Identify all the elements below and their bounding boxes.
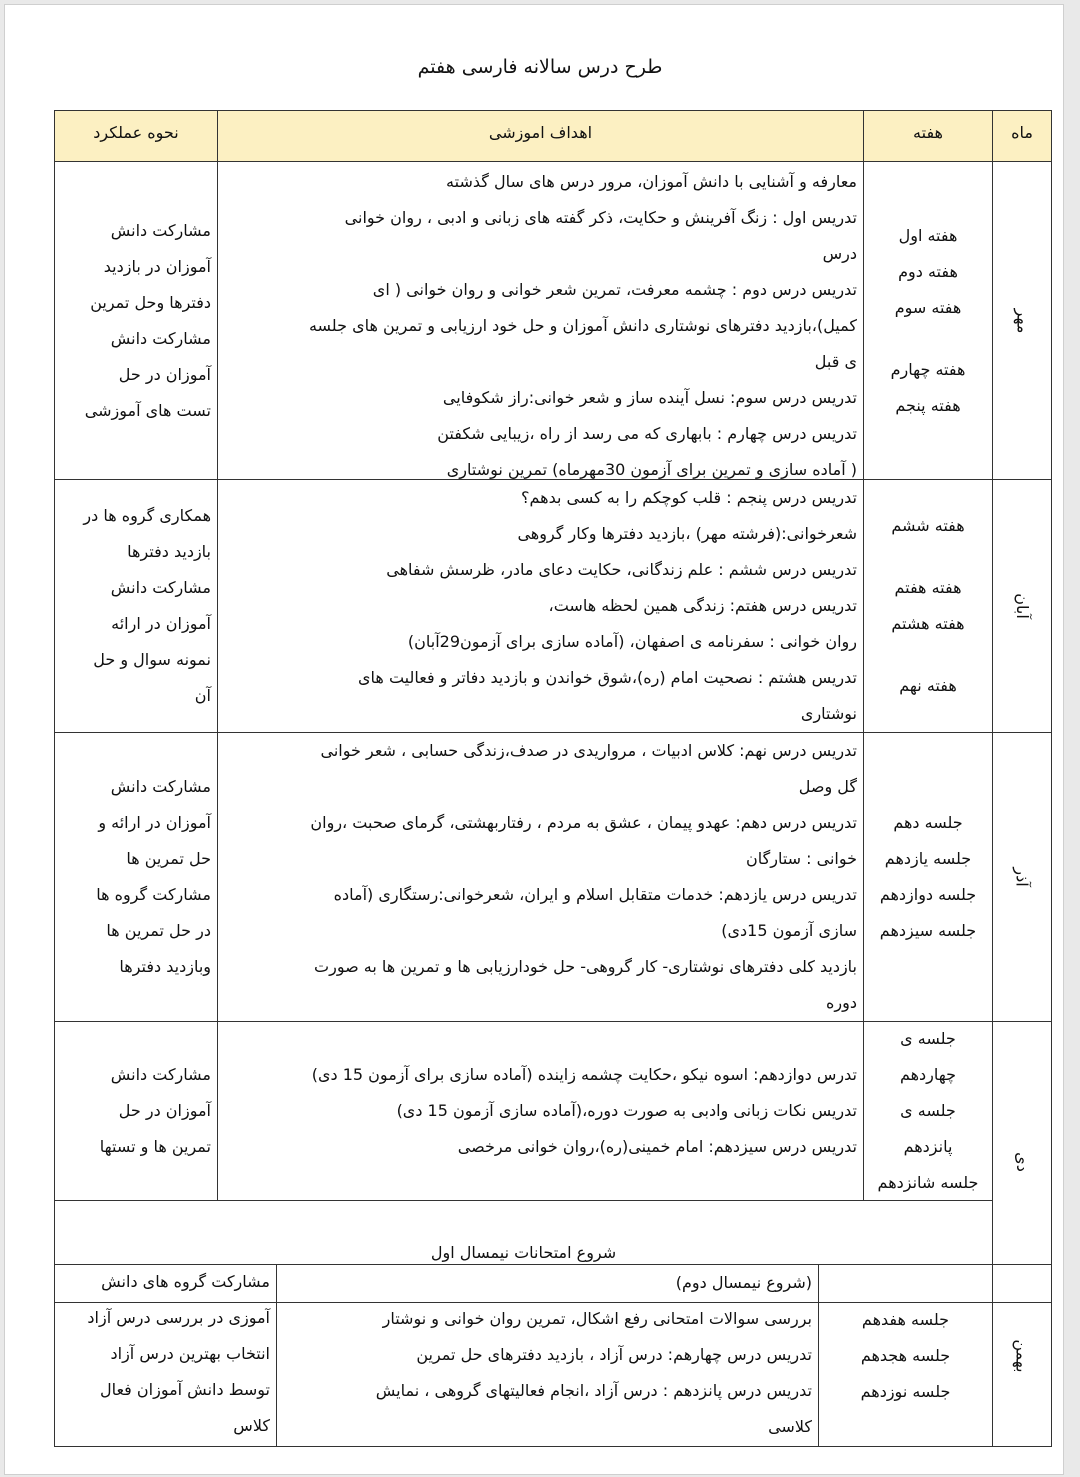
week-label: جلسه دوازدهم [879,885,977,904]
objective-line: تدریس درس دوم : چشمه معرفت، تمرین شعر خوانی و روان خوانی ( ای [372,280,857,299]
week-label: هفته هشتم [891,614,965,633]
week-label: هفته نهم [899,676,957,695]
objective-line: بررسی سوالات امتحانی رفع اشکال، تمرین روان خوانی و نوشتار [382,1309,812,1328]
objective-line: تدریس درس ششم : علم زندگانی، حکایت دعای مادر، ظرسش شفاهی [386,560,857,579]
objective-line: تدریس نکات زبانی وادبی به صورت دوره،(آماده سازی آزمون 15 دی) [396,1101,857,1120]
performance-line: آموزان در بازدید [103,256,211,276]
week-label: هفته چهارم [890,359,966,379]
performance-line: مشارکت گروه ها [96,885,211,904]
week-label: هفته پنجم [895,395,961,415]
semester-exams-banner: شروع امتحانات نیمسال اول [54,1200,993,1303]
performance-line: مشارکت دانش [110,578,211,597]
performance-line: تست های آموزشی [84,400,211,420]
month-label: دی [1013,1152,1032,1172]
performance-line: توسط دانش آموزان فعال [99,1379,270,1399]
objective-line: تدریس درس سیزدهم: امام خمینی(ره)،روان خوانی مرخصی [457,1137,857,1156]
page-title: طرح درس سالانه فارسی هفتم [417,56,663,78]
performance-line: آموزان در ارائه و [98,813,211,832]
objective-line: تدریس درس دهم: عهدو پیمان ، عشق به مردم ، رفتاربهشتی، گرمای صحبت ،روان [310,813,857,832]
performance-line: حل تمرین ها [126,849,211,868]
performance-line: بازدید دفترها [127,542,211,561]
week-label: جلسه هجدهم [860,1345,951,1365]
month-cell-azar [992,732,1052,1022]
weeks-cell-dey [863,1021,993,1201]
performance-line: آن [194,686,211,705]
performance-line: وبازدید دفترها [119,957,211,976]
week-label: هفته ششم [891,516,965,535]
performance-line: مشارکت گروه های دانش [101,1271,270,1291]
objectives-cell-azar [217,732,864,1022]
header-objectives: اهداف اموزشی [217,110,864,162]
objective-line: بازدید کلی دفترهای نوشتاری- کار گروهی- حل خودارزیابی ها و تمرین ها به صورت [314,957,857,976]
performance-line: در حل تمرین ها [106,921,211,940]
performance-line: مشارکت دانش [110,777,211,796]
objective-line: (شروع نیمسال دوم) [675,1273,812,1292]
objective-line: گل وصل [798,777,857,796]
month-cell-mehr [992,161,1052,480]
header-month: ماه [992,110,1052,162]
performance-cell-aban [54,479,218,733]
objective-line: دوره [826,993,857,1012]
objective-line: ( آماده سازی و تمرین برای آزمون 30مهرماه) تمرین نوشتاری [446,460,857,479]
objectives-cell-aban [217,479,864,733]
performance-line: همکاری گروه ها در [83,506,211,525]
week-label: جلسه دهم [893,813,963,832]
performance-cell-azar [54,732,218,1022]
month-label: مهر [1013,308,1032,333]
performance-line: انتخاب بهترین درس آزاد [110,1343,270,1363]
objectives-cell-mehr [217,161,864,480]
performance-line: آموزان در حل [118,364,211,384]
header-week: هفته [863,110,993,162]
performance-line: آموزان در حل [118,1101,211,1120]
performance-cell-bahman [54,1264,277,1447]
objective-line: تدریس درس یازدهم: خدمات متقابل اسلام و ایران، شعرخوانی:رستگاری (آماده [333,885,857,904]
objective-line: کمیل)،بازدید دفترهای نوشتاری دانش آموزان و حل خود ارزیابی و تمرین های جلسه [308,316,857,335]
week-gap [891,642,964,668]
objective-line: روان خوانی : سفرنامه ی اصفهان، (آماده سازی برای آزمون29آبان) [407,632,857,651]
objective-line: تدریس درس سوم: نسل آینده ساز و شعر خوانی:راز شکوفایی [442,388,857,407]
objective-line: تدریس درس پانزدهم : درس آزاد ،انجام فعالیتهای گروهی ، نمایش [375,1381,812,1400]
objective-line: ی قبل [814,352,857,371]
objective-line: تدریس درس پنجم : قلب کوچکم را به کسی بدهم؟ [520,488,857,507]
objective-line: کلاسی [768,1417,812,1436]
week-label: جلسه ی [900,1101,956,1120]
week-label: جلسه یازدهم [884,849,972,868]
objective-line: سازی آزمون 15دی) [721,921,857,940]
performance-line: دفترها وحل تمرین [90,292,211,312]
weeks-cell-bahman [818,1264,993,1447]
performance-cell-dey [54,1021,218,1201]
objective-line: تدریس هشتم : نصحیت امام (ره)،شوق خواندن و بازدید دفاتر و فعالیت های [358,668,857,687]
objectives-cell-dey [217,1021,864,1201]
objective-line: درس [822,244,857,263]
lesson-plan-table [54,110,1052,1447]
week-label: جلسه نوزدهم [860,1381,951,1401]
week-label: پانزدهم [903,1137,953,1156]
month-label: آذر [1013,867,1033,887]
month-cell-aban [992,479,1052,733]
week-gap [891,544,964,570]
performance-line: آموزی در بررسی درس آزاد [87,1307,270,1327]
objective-line: خوانی : ستارگان [745,849,857,868]
week-label: هفته سوم [894,297,962,317]
month-cell-bahman [992,1264,1052,1447]
week-label: هفته دوم [898,261,958,281]
week-label: هفته اول [898,225,958,245]
objective-line: تدریس درس هفتم: زندگی همین لحظه هاست، [548,596,857,615]
weeks-cell-azar [863,732,993,1022]
week-label: جلسه هفدهم [861,1309,950,1329]
week-label: جلسه سیزدهم [879,921,977,940]
weeks-cell-mehr [863,161,993,480]
objective-line: تدریس درس چهارم : بابهاری که می رسد از راه ،زیبایی شکفتن [437,424,857,443]
performance-line: مشارکت دانش [110,328,211,348]
month-cell-dey [992,1021,1052,1303]
week-label: چهاردهم [899,1065,957,1084]
objective-line: تدریس درس چهارهم: درس آزاد ، بازدید دفترهای حل تمرین [416,1345,812,1364]
performance-line: کلاس [233,1415,270,1435]
performance-line: مشارکت دانش [110,1065,211,1084]
performance-line: تمرین ها و تستها [99,1137,211,1156]
month-label: بهمن [1013,1338,1033,1373]
month-label: آبان [1013,593,1032,619]
objectives-cell-bahman [276,1264,819,1447]
header-performance: نحوه عملکرد [54,110,218,162]
objective-line: تدرس دوازدهم: اسوه نیکو ،حکایت چشمه زاینده (آماده سازی برای آزمون 15 دی) [311,1065,857,1084]
objective-line: نوشتاری [800,704,857,723]
performance-line: آموزان در ارائه [111,614,211,633]
performance-cell-mehr [54,161,218,480]
week-gap [891,326,966,352]
week-label: هفته هفتم [894,578,962,597]
performance-line: نمونه سوال و حل [93,650,211,669]
weeks-cell-aban [863,479,993,733]
objective-line: شعرخوانی:(فرشته مهر) ،بازدید دفترها وکار گروهی [517,524,857,543]
week-label: جلسه شانزدهم [877,1173,979,1192]
week-label: جلسه ی [900,1029,956,1048]
objective-line: تدریس درس نهم: کلاس ادبیات ، مرواریدی در صدف،زندگی حسابی ، شعر خوانی [320,741,857,760]
performance-line: مشارکت دانش [110,220,211,240]
objective-line: تدریس اول : زنگ آفرینش و حکایت، ذکر گفته های زبانی و ادبی ، روان خوانی [344,208,857,227]
objective-line: معارفه و آشنایی با دانش آموزان، مرور درس های سال گذشته [446,172,857,191]
